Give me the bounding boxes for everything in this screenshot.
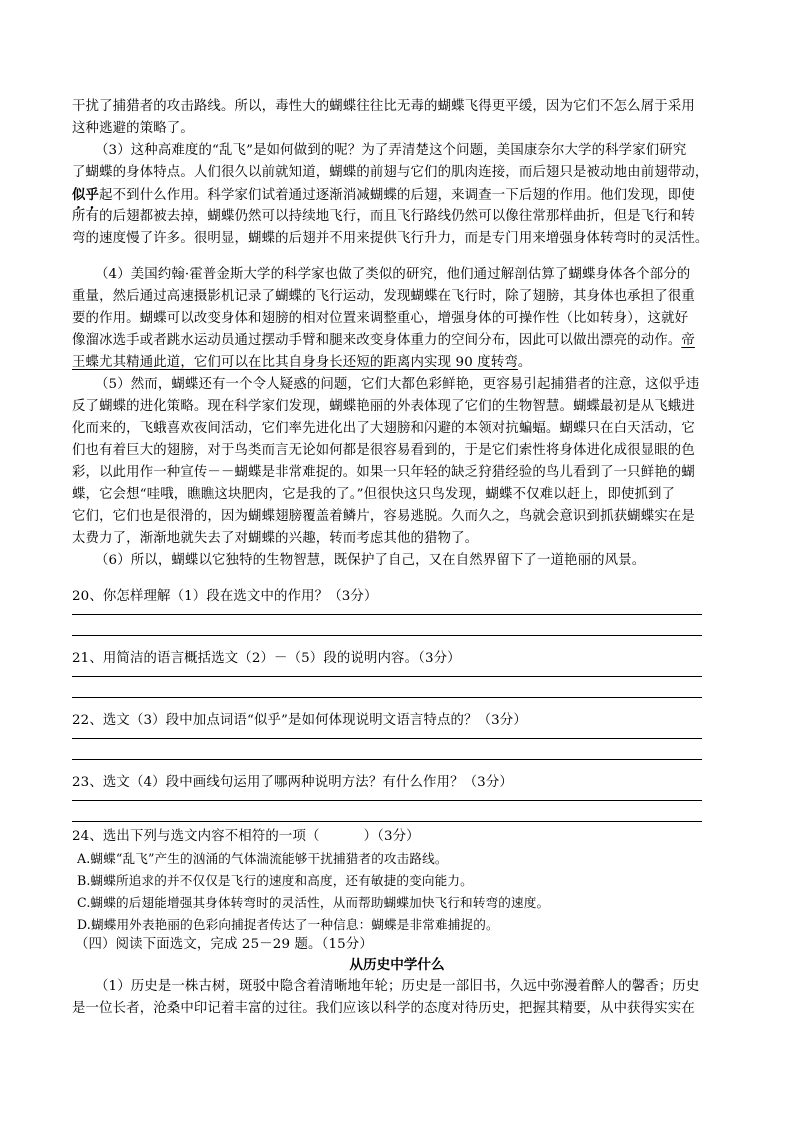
question-22: 22、选文（3）段中加点词语“似乎”是如何体现说明文语言特点的？（3分） [72, 713, 527, 728]
question-20: 20、你怎样理解（1）段在选文中的作用？（3分） [72, 589, 378, 604]
answer-line-20-2[interactable] [72, 635, 702, 636]
paragraph-5-line-2: 反了蝴蝶的进化策略。现在科学家们发现，蝴蝶艳丽的外表体现了它们的生物智慧。蝴蝶最初是从飞蛾进 [72, 399, 695, 414]
answer-line-21-1[interactable] [72, 676, 702, 677]
paragraph-4-line-3: 要的作用。蝴蝶可以改变身体和翅膀的相对位置来调整重心，增强身体的可操作性（比如转身），这就好 [72, 311, 689, 326]
paragraph-5-line-5: 彩，以此用作一种宣传－－蝴蝶是非常难捉的。如果一只年轻的缺乏狩猎经验的鸟儿看到了一只鲜艳的蝴 [72, 465, 695, 480]
option-b[interactable]: B.蝴蝶所追求的并不仅仅是飞行的速度和高度，还有敏捷的变向能力。 [77, 873, 473, 888]
paragraph-2-tail-line-1: 干扰了捕猎者的攻击路线。所以，毒性大的蝴蝶往往比无毒的蝴蝶飞得更平缓，因为它们不怎么屑于采用 [72, 99, 695, 114]
answer-line-22-1[interactable] [72, 738, 702, 739]
option-a[interactable]: A.蝴蝶“乱飞”产生的汹涌的气体湍流能够干扰捕猎者的攻击路线。 [77, 851, 448, 866]
question-24: 24、选出下列与选文内容不相符的一项（ ）（3分） [72, 829, 420, 844]
paragraph-5-line-7: 它们，它们也是很滑的，因为蝴蝶翅膀覆盖着鳞片，容易逃脱。久而久之，鸟就会意识到抓获蝴蝶实在是 [72, 509, 695, 524]
paragraph-5-line-8: 太费力了，渐渐地就失去了对蝴蝶的兴趣，转而考虑其他的猎物了。 [72, 531, 479, 546]
paragraph-5-line-3: 化而来的，飞蛾喜欢夜间活动，它们率先进化出了大翅膀和闪避的本领对抗蝙蝠。蝴蝶只在白天活动，它 [72, 421, 695, 436]
essay-paragraph-1-line-1: （1）历史是一株古树，斑驳中隐含着清晰地年轮；历史是一部旧书，久远中弥漫着醉人的馨香；历史 [95, 979, 700, 994]
paragraph-6: （6）所以，蝴蝶以它独特的生物智慧，既保护了自己，又在自然界留下了一道艳丽的风景。 [95, 553, 646, 568]
question-21: 21、用简洁的语言概括选文（2）－（5）段的说明内容。（3分） [72, 651, 461, 666]
question-23: 23、选文（4）段中画线句运用了哪两种说明方法？有什么作用？（3分） [72, 775, 513, 790]
paragraph-4-line-4-plain: 像溜冰选手或者跳水运动员通过摆动手臂和腿来改变身体重力的空间分布，因此可以做出漂亮的动作。 [72, 333, 682, 348]
answer-line-21-2[interactable] [72, 697, 702, 698]
answer-line-23-2[interactable] [72, 821, 702, 822]
answer-line-20-1[interactable] [72, 614, 702, 615]
paragraph-4-line-4 [72, 330, 732, 352]
option-c[interactable]: C.蝴蝶的后翅能增强其身体转弯时的灵活性，从而帮助蝴蝶加快飞行和转弯的速度。 [77, 895, 550, 910]
paragraph-4-line-2: 重量，然后通过高速摄影机记录了蝴蝶的飞行运动，发现蝴蝶在飞行时，除了翅膀，其身体也承担了很重 [72, 289, 695, 304]
section-4-instruction: （四）阅读下面选文，完成 25－29 题。（15分） [75, 937, 373, 952]
paragraph-3-line-2: 了蝴蝶的身体特点。人们很久以前就知道，蝴蝶的前翅与它们的肌肉连接，而后翅只是被动地由前翅带动， [72, 165, 709, 180]
underlined-sentence: 王蝶尤其精通此道，它们可以在比其自身身长还短的距离内实现 90 度转弯 [72, 355, 518, 370]
paragraph-3-line-5: 弯的速度慢了许多。很明显，蝴蝶的后翅并不用来提供飞行升力，而是专门用来增强身体转弯时的灵活性。 [72, 231, 709, 246]
paragraph-5-line-4: 们也有着巨大的翅膀，对于鸟类而言无论如何都是很容易看到的，于是它们索性将身体进化成很显眼的色 [72, 443, 695, 458]
paragraph-4-line-5-end: 。 [517, 355, 532, 370]
answer-line-23-1[interactable] [72, 800, 702, 801]
paragraph-4-line-5 [72, 352, 732, 374]
paragraph-3-line-1: （3）这种高难度的“乱飞”是如何做到的呢？为了弄清楚这个问题，美国康奈尔大学的科学家们研究 [95, 143, 687, 158]
essay-paragraph-1-line-2: 是一位长者，沧桑中印记着丰富的过往。我们应该以科学的态度对待历史，把握其精要，从中获得实实在 [72, 1001, 695, 1016]
paragraph-5-line-6: 蝶，它会想“哇哦，瞧瞧这块肥肉，它是我的了。”但很快这只鸟发现，蝴蝶不仅难以赶上，即使抓到了 [72, 487, 676, 502]
answer-line-22-2[interactable] [72, 759, 702, 760]
paragraph-3-line-4: 所有的后翅都被去掉，蝴蝶仍然可以持续地飞行，而且飞行路线仍然可以像往常那样曲折，但是飞行和转 [72, 209, 695, 224]
dotted-word-sihu: 似乎 [72, 187, 100, 203]
underlined-sentence-start: 帝 [681, 333, 695, 348]
paragraph-3-line-3-rest: 起不到什么作用。科学家们试着通过逐渐消减蝴蝶的后翅，来调查一下后翅的作用。他们发现，即使 [99, 188, 695, 203]
paragraph-4-line-1: （4）美国约翰·霍普金斯大学的科学家也做了类似的研究，他们通过解剖估算了蝴蝶身体各个部分的 [95, 267, 691, 282]
paragraph-2-tail-line-2: 这种逃避的策略了。 [72, 121, 194, 136]
paragraph-5-line-1: （5）然而，蝴蝶还有一个令人疑惑的问题，它们大都色彩鲜艳，更容易引起捕猎者的注意，这似乎违 [95, 377, 700, 392]
essay-title: 从历史中学什么 [349, 957, 445, 973]
option-d[interactable]: D.蝴蝶用外表艳丽的色彩向捕捉者传达了一种信息：蝴蝶是非常难捕捉的。 [77, 917, 499, 932]
